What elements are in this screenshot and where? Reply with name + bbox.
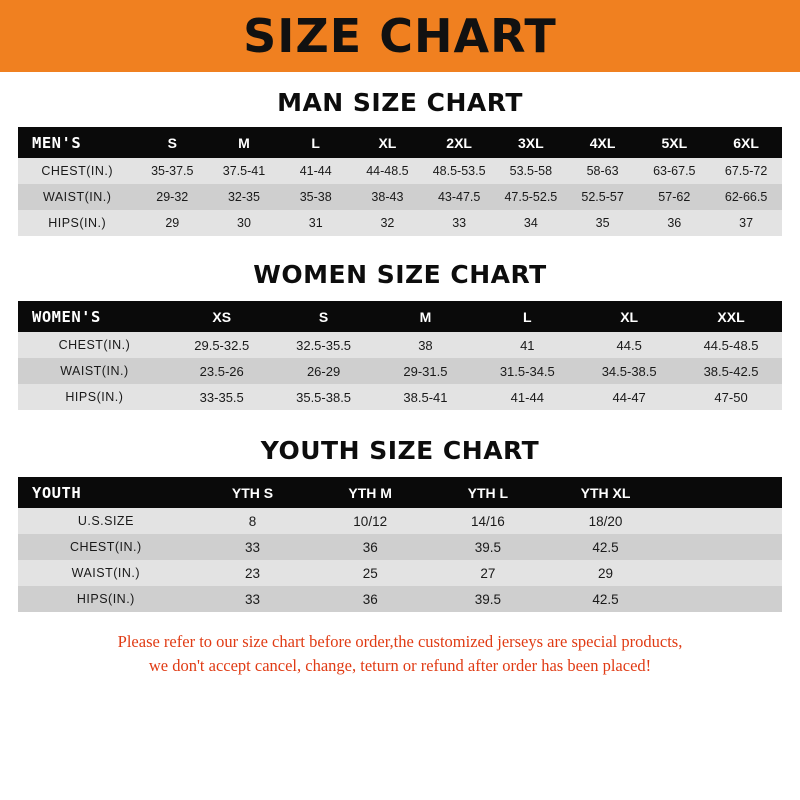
- youth-row2-c3: 29: [598, 565, 614, 581]
- women-col-0: XS: [212, 308, 232, 325]
- youth-row0-c4: [664, 508, 782, 534]
- men-row2-label: HIPS(IN.): [48, 216, 107, 230]
- youth-row2-c4: [664, 560, 782, 586]
- table-header-row: [18, 301, 782, 332]
- men-col-5: 3XL: [518, 134, 544, 151]
- youth-row0-c3: 18/20: [588, 513, 623, 529]
- women-row1-c5: 38.5-42.5: [703, 363, 759, 379]
- women-header-label: WOMEN'S: [32, 307, 101, 326]
- women-row1-label: WAIST(IN.): [60, 364, 129, 378]
- youth-row0-label: U.S.SIZE: [77, 514, 134, 528]
- men-row2-c4: 33: [452, 216, 467, 230]
- youth-row3-label: HIPS(IN.): [76, 592, 135, 606]
- women-row1-c1: 26-29: [306, 363, 341, 379]
- men-row0-c8: 67.5-72: [724, 164, 768, 178]
- women-col-3: L: [523, 308, 532, 325]
- men-row0-label: CHEST(IN.): [41, 164, 114, 178]
- men-col-6: 4XL: [589, 134, 616, 151]
- men-col-0: S: [167, 134, 177, 151]
- table-row: [18, 560, 782, 586]
- youth-row2-label: WAIST(IN.): [71, 566, 141, 580]
- women-col-1: S: [318, 308, 329, 325]
- youth-col-3: YTH XL: [580, 484, 631, 501]
- men-col-7: 5XL: [661, 134, 688, 151]
- men-table-head: [18, 127, 782, 158]
- content-area: [0, 88, 800, 678]
- youth-col-4: [664, 477, 782, 508]
- table-row: [18, 210, 782, 236]
- youth-row1-c4: [664, 534, 782, 560]
- men-row0-c2: 41-44: [299, 164, 332, 178]
- women-row0-c3: 41: [520, 337, 535, 353]
- footer-line-2: we don't accept cancel, change, teturn or refund after order has been placed!: [148, 655, 652, 675]
- women-table-head: [18, 301, 782, 332]
- women-row0-c1: 32.5-35.5: [296, 337, 352, 353]
- youth-section-title: YOUTH SIZE CHART: [260, 436, 540, 465]
- men-col-2: L: [311, 134, 320, 151]
- youth-row3-c0: 33: [245, 591, 261, 607]
- header-left-rail: [0, 0, 16, 72]
- women-row2-c3: 41-44: [510, 389, 544, 405]
- women-table-body: [18, 332, 782, 410]
- women-row0-c4: 44.5: [616, 337, 642, 353]
- youth-col-1: YTH M: [348, 484, 392, 501]
- men-row1-label: WAIST(IN.): [42, 190, 112, 204]
- header-right-rail: [784, 0, 800, 72]
- men-size-table: [18, 127, 782, 236]
- women-col-4: XL: [620, 308, 639, 325]
- youth-col-2: YTH L: [467, 484, 509, 501]
- youth-header-label: YOUTH: [32, 483, 82, 502]
- table-row: [18, 332, 782, 358]
- women-row0-c5: 44.5-48.5: [703, 337, 759, 353]
- youth-row2-c1: 25: [362, 565, 378, 581]
- men-row2-c5: 34: [523, 216, 538, 230]
- men-row0-c6: 58-63: [586, 164, 619, 178]
- youth-col-0: YTH S: [231, 484, 274, 501]
- women-row1-c0: 23.5-26: [199, 363, 244, 379]
- men-row0-c1: 37.5-41: [222, 164, 266, 178]
- women-row2-c0: 33-35.5: [199, 389, 244, 405]
- youth-table-head: [18, 477, 782, 508]
- women-row2-c4: 44-47: [612, 389, 646, 405]
- women-col-5: XXL: [717, 308, 745, 325]
- men-row1-c1: 32-35: [227, 190, 260, 204]
- men-row2-c6: 35: [595, 216, 610, 230]
- men-row2-c7: 36: [667, 216, 682, 230]
- youth-row1-c0: 33: [245, 539, 261, 555]
- men-row0-c4: 48.5-53.5: [432, 164, 486, 178]
- table-row: [18, 158, 782, 184]
- youth-row0-c0: 8: [248, 513, 257, 529]
- table-row: [18, 534, 782, 560]
- youth-row0-c2: 14/16: [470, 513, 505, 529]
- men-row1-c3: 38-43: [371, 190, 404, 204]
- women-row2-c5: 47-50: [714, 389, 748, 405]
- table-row: [18, 184, 782, 210]
- youth-row3-c3: 42.5: [592, 591, 619, 607]
- table-header-row: [18, 127, 782, 158]
- women-col-2: M: [419, 308, 432, 325]
- men-row0-c0: 35-37.5: [151, 164, 194, 178]
- women-section-title: WOMEN SIZE CHART: [253, 260, 547, 289]
- men-row1-c6: 52.5-57: [581, 190, 624, 204]
- youth-row0-c1: 10/12: [353, 513, 388, 529]
- men-col-1: M: [238, 134, 250, 151]
- header-banner: [0, 0, 800, 72]
- youth-table-body: [18, 508, 782, 612]
- women-row1-c3: 31.5-34.5: [499, 363, 555, 379]
- youth-row1-c2: 39.5: [474, 539, 501, 555]
- men-row1-c0: 29-32: [156, 190, 189, 204]
- footer-disclaimer: [18, 630, 782, 678]
- women-row0-c2: 38: [418, 337, 433, 353]
- men-row0-c7: 63-67.5: [653, 164, 696, 178]
- youth-row3-c1: 36: [362, 591, 378, 607]
- women-size-table: [18, 301, 782, 410]
- women-row1-c4: 34.5-38.5: [601, 363, 657, 379]
- men-row0-c5: 53.5-58: [509, 164, 553, 178]
- youth-row1-c1: 36: [362, 539, 378, 555]
- youth-row3-c4: [664, 586, 782, 612]
- men-col-8: 6XL: [733, 134, 759, 151]
- women-row1-c2: 29-31.5: [403, 363, 448, 379]
- youth-row1-c3: 42.5: [592, 539, 619, 555]
- women-row2-c2: 38.5-41: [403, 389, 448, 405]
- men-row1-c5: 47.5-52.5: [504, 190, 558, 204]
- men-header-label: MEN'S: [32, 133, 82, 152]
- men-row2-c1: 30: [237, 216, 251, 230]
- women-row2-label: HIPS(IN.): [65, 390, 124, 404]
- men-section-title: MAN SIZE CHART: [277, 88, 523, 117]
- men-table-body: [18, 158, 782, 236]
- youth-row1-label: CHEST(IN.): [70, 540, 142, 554]
- table-row: [18, 384, 782, 410]
- youth-row2-c2: 27: [480, 565, 496, 581]
- table-row: [18, 586, 782, 612]
- men-row1-c8: 62-66.5: [724, 190, 768, 204]
- men-row1-c4: 43-47.5: [437, 190, 481, 204]
- men-row2-c2: 31: [308, 216, 323, 230]
- men-row2-c8: 37: [739, 216, 754, 230]
- men-row0-c3: 44-48.5: [366, 164, 409, 178]
- men-row1-c2: 35-38: [299, 190, 332, 204]
- men-col-3: XL: [378, 134, 397, 151]
- youth-row2-c0: 23: [245, 565, 261, 581]
- women-row2-c1: 35.5-38.5: [296, 389, 352, 405]
- footer-line-1: Please refer to our size chart before order,the customized jerseys are special products,: [117, 632, 683, 651]
- table-row: [18, 358, 782, 384]
- men-row1-c7: 57-62: [658, 190, 691, 204]
- page-title: SIZE CHART: [243, 9, 557, 63]
- youth-size-table: [18, 477, 782, 612]
- men-col-4: 2XL: [446, 134, 472, 151]
- table-header-row: [18, 477, 782, 508]
- youth-row3-c2: 39.5: [474, 591, 501, 607]
- table-row: [18, 508, 782, 534]
- women-row0-label: CHEST(IN.): [58, 338, 131, 352]
- men-row2-c0: 29: [165, 216, 180, 230]
- men-row2-c3: 32: [380, 216, 395, 230]
- women-row0-c0: 29.5-32.5: [194, 337, 250, 353]
